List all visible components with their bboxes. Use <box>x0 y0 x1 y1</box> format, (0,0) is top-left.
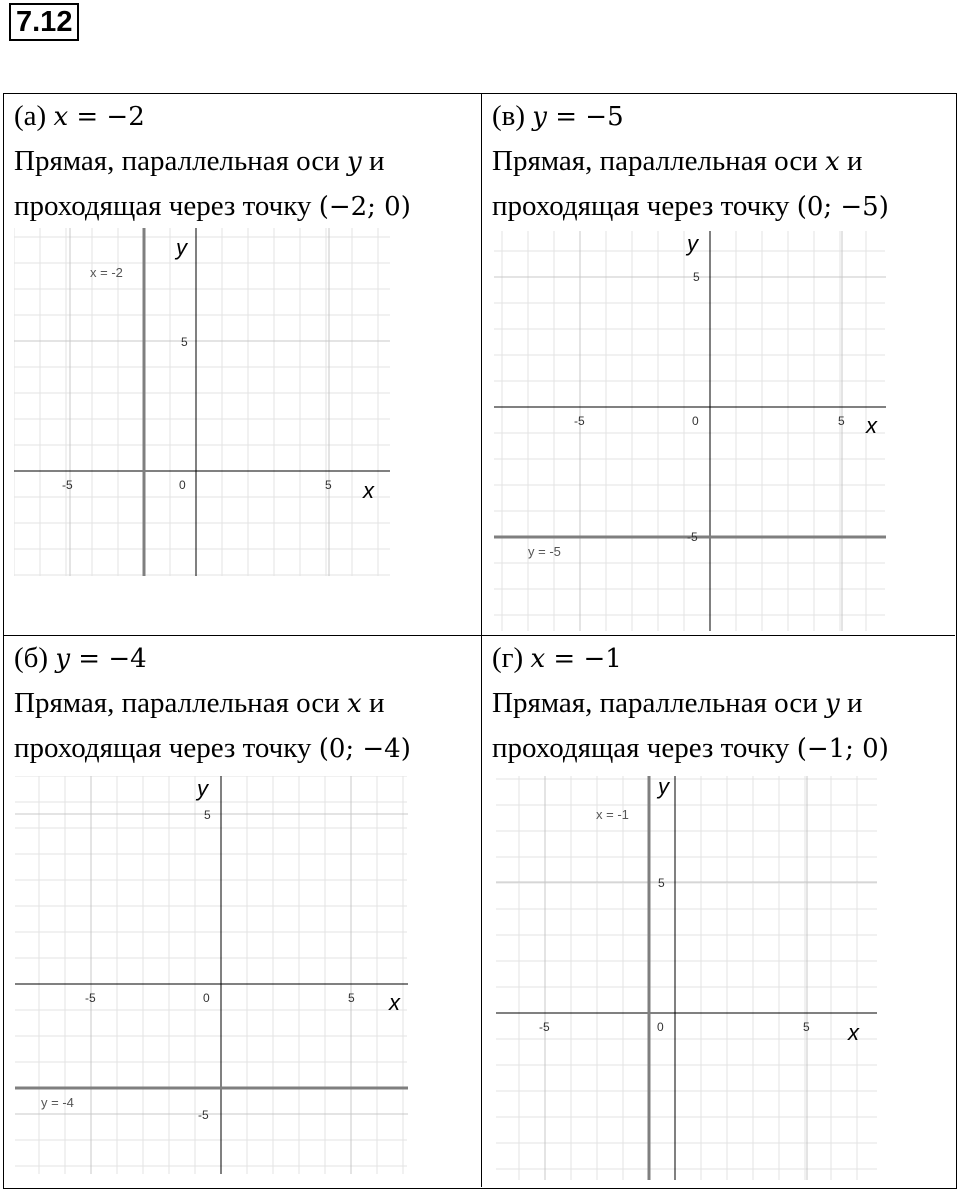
cell-a-heading <box>14 94 145 140</box>
cell-g-equation: x = −1 <box>530 644 622 674</box>
cell-a-label: (а) <box>14 100 47 132</box>
cell-g <box>482 636 955 1187</box>
tick-label: 0 <box>692 414 699 428</box>
problem-number: 7.12 <box>9 3 79 41</box>
cell-a-description-line2: проходящая через точку (−2; 0) <box>14 190 411 222</box>
plot-label: x = -2 <box>90 265 123 280</box>
tick-label: 5 <box>325 478 332 492</box>
tick-label: 5 <box>803 1020 810 1034</box>
cell-a <box>4 94 482 636</box>
axis-label-x: x <box>389 990 400 1015</box>
cell-b <box>4 636 482 1187</box>
cell-v-equation: y = −5 <box>532 102 624 132</box>
tick-label: -5 <box>198 1108 209 1122</box>
tick-label: 5 <box>658 876 665 890</box>
tick-label: 5 <box>181 335 188 349</box>
tick-label: -5 <box>574 414 585 428</box>
tick-label: 0 <box>657 1020 664 1034</box>
graph-y-eq-minus-4 <box>15 776 411 1174</box>
axis-label-y: y <box>658 776 669 799</box>
axis-label-y: y <box>176 235 187 260</box>
axis-label-y: y <box>197 776 208 801</box>
tick-label: 5 <box>204 808 211 822</box>
cell-g-description-line1: Прямая, параллельная оси y и <box>492 687 863 719</box>
axis-label-x: x <box>866 413 877 438</box>
cell-b-heading: (б) y = −4 <box>14 642 147 674</box>
cell-v <box>482 94 955 636</box>
cell-v-description-line2: проходящая через точку (0; −5) <box>492 190 889 222</box>
tick-label: -5 <box>85 991 96 1005</box>
plot-label: x = -1 <box>596 807 629 822</box>
answer-table <box>3 93 957 1189</box>
cell-b-description-line1: Прямая, параллельная оси x и <box>14 687 385 719</box>
graph-y-eq-minus-5 <box>494 231 889 631</box>
graph-x-eq-minus-1 <box>496 776 881 1180</box>
tick-label: -5 <box>62 478 73 492</box>
cell-b-description-line2: проходящая через точку (0; −4) <box>14 732 411 764</box>
tick-label: 5 <box>838 414 845 428</box>
axis-label-x: x <box>363 478 374 503</box>
cell-a-equation: x = −2 <box>53 102 145 132</box>
cell-b-equation: y = −4 <box>55 644 147 674</box>
axis-label-x: x <box>848 1020 859 1045</box>
plot-label: y = -4 <box>41 1095 74 1110</box>
tick-label: 0 <box>203 991 210 1005</box>
cell-v-description-line1: Прямая, параллельная оси x и <box>492 145 863 177</box>
graph-x-eq-minus-2 <box>14 228 394 576</box>
cell-g-description-line2: проходящая через точку (−1; 0) <box>492 732 889 764</box>
tick-label: -5 <box>539 1020 550 1034</box>
plot-label: y = -5 <box>528 544 561 559</box>
cell-g-heading: (г) x = −1 <box>492 642 622 674</box>
axis-label-y: y <box>687 231 698 256</box>
cell-v-heading: (в) y = −5 <box>492 100 624 132</box>
tick-label: 5 <box>693 270 700 284</box>
tick-label: 5 <box>348 991 355 1005</box>
cell-a-description-line1: Прямая, параллельная оси y и <box>14 145 385 177</box>
tick-label: -5 <box>687 530 698 544</box>
tick-label: 0 <box>179 478 186 492</box>
